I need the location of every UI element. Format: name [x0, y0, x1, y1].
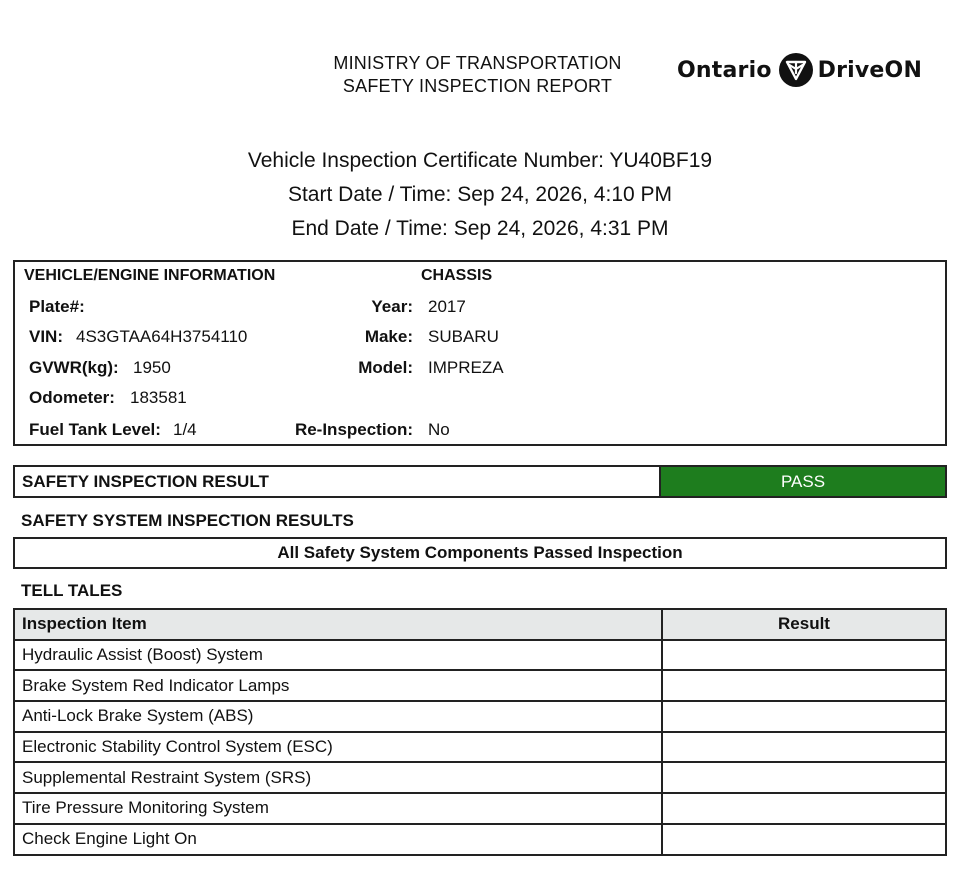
safety-inspection-result-label: SAFETY INSPECTION RESULT	[15, 467, 661, 496]
table-header-row	[14, 609, 946, 640]
make-label: Make:	[364, 327, 413, 346]
odometer-label: Odometer:	[29, 388, 115, 407]
table-row	[14, 762, 946, 793]
fuel-tank-value: 1/4	[173, 420, 197, 439]
table-row	[14, 793, 946, 824]
inspection-item-cell: Anti-Lock Brake System (ABS)	[14, 701, 662, 732]
inspection-item-cell: Tire Pressure Monitoring System	[14, 793, 662, 824]
table-row	[14, 670, 946, 701]
year-label: Year:	[371, 297, 413, 316]
ontario-trillium-icon	[778, 52, 814, 88]
model-label: Model:	[358, 358, 413, 377]
result-cell	[662, 670, 946, 701]
vehicle-info-box	[13, 260, 947, 446]
certificate-info	[0, 146, 960, 248]
logo-driveon-text: DriveON	[817, 57, 923, 83]
inspection-item-cell: Brake System Red Indicator Lamps	[14, 670, 662, 701]
safety-inspection-result-row	[13, 465, 947, 498]
reinspection-value: No	[428, 420, 450, 439]
odometer-value: 183581	[130, 388, 187, 407]
start-date-time: Start Date / Time: Sep 24, 2026, 4:10 PM	[287, 183, 673, 206]
table-row	[14, 824, 946, 855]
ministry-heading	[300, 52, 655, 98]
vehicle-engine-heading: VEHICLE/ENGINE INFORMATION	[24, 267, 276, 284]
table-row	[14, 701, 946, 732]
inspection-item-cell: Electronic Stability Control System (ESC)	[14, 732, 662, 763]
result-cell	[662, 732, 946, 763]
pass-status-badge: PASS	[661, 467, 945, 496]
ontario-driveon-logo	[677, 50, 922, 90]
gvwr-label: GVWR(kg):	[29, 358, 119, 377]
inspection-item-header: Inspection Item	[14, 609, 662, 640]
report-title: SAFETY INSPECTION REPORT	[342, 76, 613, 96]
safety-system-results-title: SAFETY SYSTEM INSPECTION RESULTS	[21, 511, 354, 530]
safety-system-summary: All Safety System Components Passed Inspection	[13, 537, 947, 569]
reinspection-label: Re-Inspection:	[294, 420, 413, 439]
vin-value: 4S3GTAA64H3754110	[76, 327, 248, 346]
model-value: IMPREZA	[428, 358, 504, 377]
logo-ontario-text: Ontario	[677, 57, 772, 83]
table-row	[14, 640, 946, 671]
ministry-title: MINISTRY OF TRANSPORTATION	[333, 53, 622, 73]
result-header: Result	[662, 609, 946, 640]
inspection-item-cell: Hydraulic Assist (Boost) System	[14, 640, 662, 671]
result-cell	[662, 762, 946, 793]
result-cell	[662, 793, 946, 824]
result-cell	[662, 701, 946, 732]
plate-label: Plate#:	[29, 297, 85, 316]
result-cell	[662, 640, 946, 671]
tell-tales-title: TELL TALES	[21, 581, 123, 600]
result-cell	[662, 824, 946, 855]
tell-tales-table	[13, 608, 947, 856]
chassis-heading: CHASSIS	[421, 267, 493, 284]
certificate-number: Vehicle Inspection Certificate Number: YU40BF19	[247, 149, 713, 172]
gvwr-value: 1950	[133, 358, 171, 377]
make-value: SUBARU	[428, 327, 499, 346]
inspection-item-cell: Supplemental Restraint System (SRS)	[14, 762, 662, 793]
end-date-time: End Date / Time: Sep 24, 2026, 4:31 PM	[291, 217, 669, 240]
year-value: 2017	[428, 297, 466, 316]
vin-label: VIN:	[29, 327, 63, 346]
fuel-tank-label: Fuel Tank Level:	[29, 420, 161, 439]
table-row	[14, 732, 946, 763]
inspection-item-cell: Check Engine Light On	[14, 824, 662, 855]
